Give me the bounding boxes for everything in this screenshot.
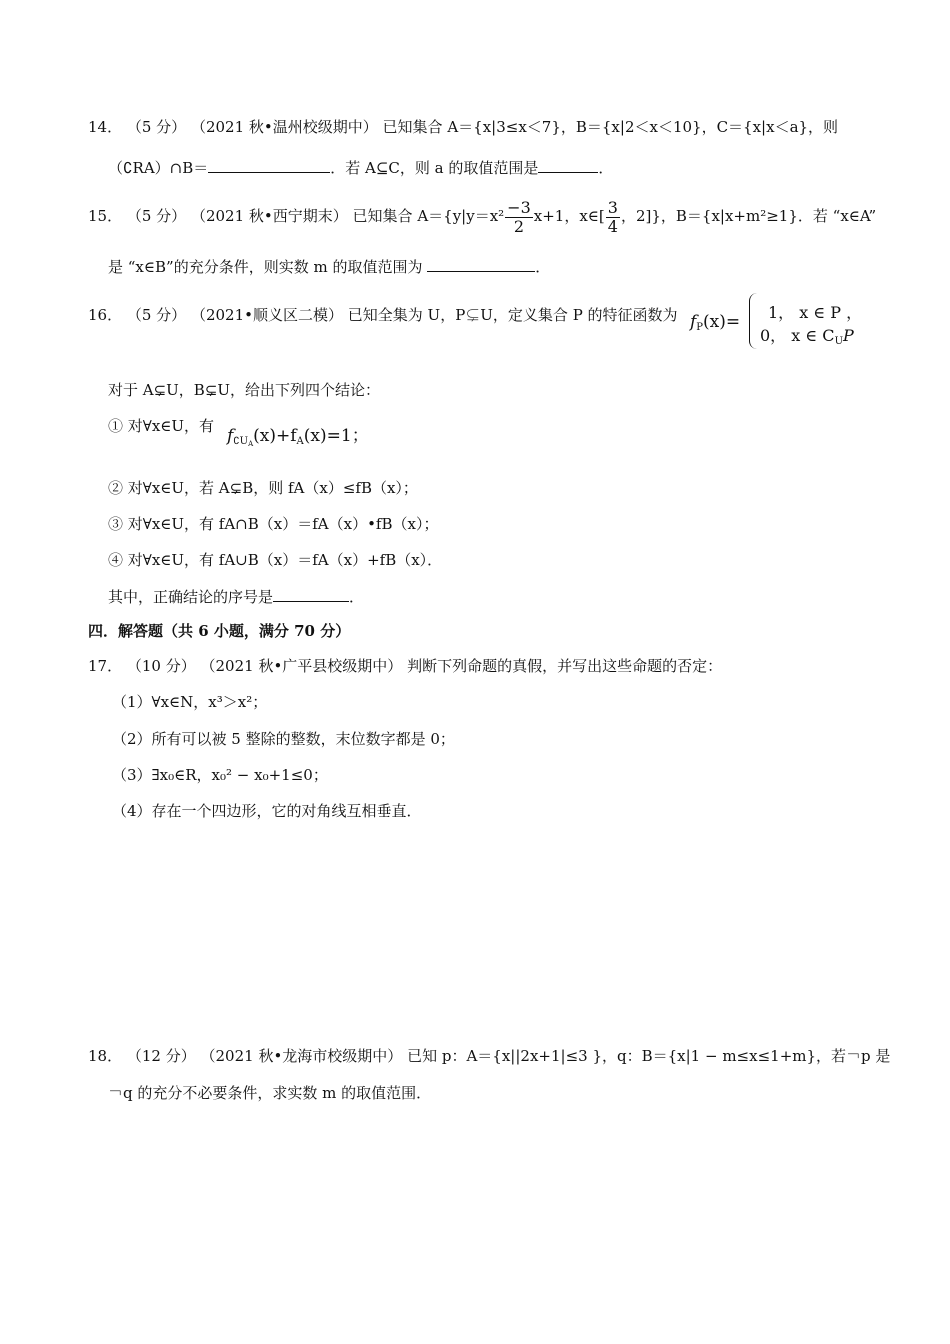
q14-line2 xyxy=(108,157,613,178)
q16-case2: 0， x ∈ $C_UP$ xyxy=(760,326,854,347)
q15-fraction-1 xyxy=(505,199,533,236)
q18-line1 xyxy=(88,1046,890,1066)
q15-score: （5 分） xyxy=(126,207,187,225)
q16-score: （5 分） xyxy=(126,306,187,324)
q16-case1: 1， x ∈ P ， xyxy=(768,303,863,322)
q17-part-1: （1）∀x∈N，x³＞x²； xyxy=(112,693,268,711)
q16-intro: 对于 A⊊U，B⊊U，给出下列四个结论： xyxy=(108,381,381,399)
q15-fraction-2-numerator: 3 xyxy=(607,197,618,217)
q18-text-line2: ￢q 的充分不必要条件，求实数 m 的取值范围． xyxy=(108,1084,432,1102)
q15-text-line1b: x+1，x∈[ xyxy=(533,207,605,225)
q16-char-function xyxy=(690,312,740,338)
q14-text-line2c: ． xyxy=(598,159,614,177)
q17-score: （10 分） xyxy=(126,657,196,675)
q14-text-line2a: （∁RA）∩B＝ xyxy=(108,159,209,177)
q16-func-sub: P xyxy=(696,322,704,333)
q18-line2 xyxy=(108,1083,431,1103)
q18-text-line1: 已知 p：A＝{x||2x+1|≤3 }，q：B＝{x|1 − m≤x≤1+m}，若￢p 是 xyxy=(407,1047,891,1065)
q15-text-line2b: ． xyxy=(535,258,551,276)
q16-statement-4: ④ 对∀x∈U，有 fA∪B（x）＝fA（x）+fB（x）． xyxy=(108,551,443,569)
q16-text-line1: 已知全集为 U，P⊊U，定义集合 P 的特征函数为 xyxy=(347,306,678,324)
q18-score: （12 分） xyxy=(126,1047,196,1065)
q18-number: 18． xyxy=(88,1047,123,1065)
q17-line1 xyxy=(88,656,722,676)
q17-part-4: （4）存在一个四边形，它的对角线互相垂直． xyxy=(112,802,422,820)
q14-number: 14． xyxy=(88,118,123,136)
q17-part-2: （2）所有可以被 5 整除的整数，末位数字都是 0； xyxy=(112,730,455,748)
q15-answer-blank[interactable] xyxy=(427,256,535,272)
q17-text: 判断下列命题的真假，并写出这些命题的否定： xyxy=(407,657,723,675)
q16-source: （2021•顺义区二模） xyxy=(190,306,343,324)
q18-source: （2021 秋•龙海市校级期中） xyxy=(200,1047,403,1065)
q17-number: 17． xyxy=(88,657,123,675)
q16-answer-blank[interactable] xyxy=(273,586,349,602)
q15-number: 15． xyxy=(88,207,123,225)
q16-number: 16． xyxy=(88,306,123,324)
q17-part-3: （3）∃x₀∈R，x₀² − x₀+1≤0； xyxy=(112,766,328,784)
q17-source: （2021 秋•广平县校级期中） xyxy=(200,657,403,675)
q16-statement-1: ① 对∀x∈U，有 xyxy=(108,417,215,435)
q16-func-label: f xyxy=(690,312,697,332)
q16-statement-3: ③ 对∀x∈U，有 fA∩B（x）＝fA（x）•fB（x）； xyxy=(108,515,439,533)
q15-text-line2a: 是 “x∈B”的充分条件，则实数 m 的取值范围为 xyxy=(108,258,423,276)
q14-answer-blank-1[interactable] xyxy=(208,157,330,173)
q14-source: （2021 秋•温州校级期中） xyxy=(190,118,378,136)
q15-source: （2021 秋•西宁期末） xyxy=(190,207,348,225)
q16-func-arg: (x)= xyxy=(703,312,741,332)
q15-text-line1c: ，2]}，B＝{x|x+m²≥1}．若 “x∈A” xyxy=(620,207,877,225)
q15-line2 xyxy=(108,256,550,277)
q16-conclusion: 其中，正确结论的序号是 ． xyxy=(108,588,365,606)
q15-fraction-1-denominator: 2 xyxy=(513,216,525,236)
q15-fraction-2 xyxy=(606,199,620,236)
q15-fraction-1-numerator: −3 xyxy=(507,197,531,217)
q14-score: （5 分） xyxy=(126,118,187,136)
q15-text-line1a: 已知集合 A＝{y|y＝x² xyxy=(352,207,505,225)
section-4-title: 四．解答题（共 6 小题，满分 70 分） xyxy=(88,622,351,640)
q15-line1 xyxy=(88,196,876,236)
q14-line1 xyxy=(88,117,838,137)
q16-statement-2: ② 对∀x∈U，若 A⊊B，则 fA（x）≤fB（x）； xyxy=(108,479,418,497)
q16-statement-1-formula: $f_{∁U_A}(x)+f_A(x)=1$； xyxy=(227,426,369,448)
q16-line1 xyxy=(88,305,678,325)
q15-fraction-2-denominator: 4 xyxy=(607,216,618,236)
q14-answer-blank-2[interactable] xyxy=(538,157,598,173)
q14-text-line1: 已知集合 A＝{x|3≤x＜7}，B＝{x|2＜x＜10}，C＝{x|x＜a}，则 xyxy=(382,118,839,136)
q16-brace xyxy=(749,293,758,349)
q14-text-line2b: ．若 A⊆C，则 a 的取值范围是 xyxy=(330,159,539,177)
